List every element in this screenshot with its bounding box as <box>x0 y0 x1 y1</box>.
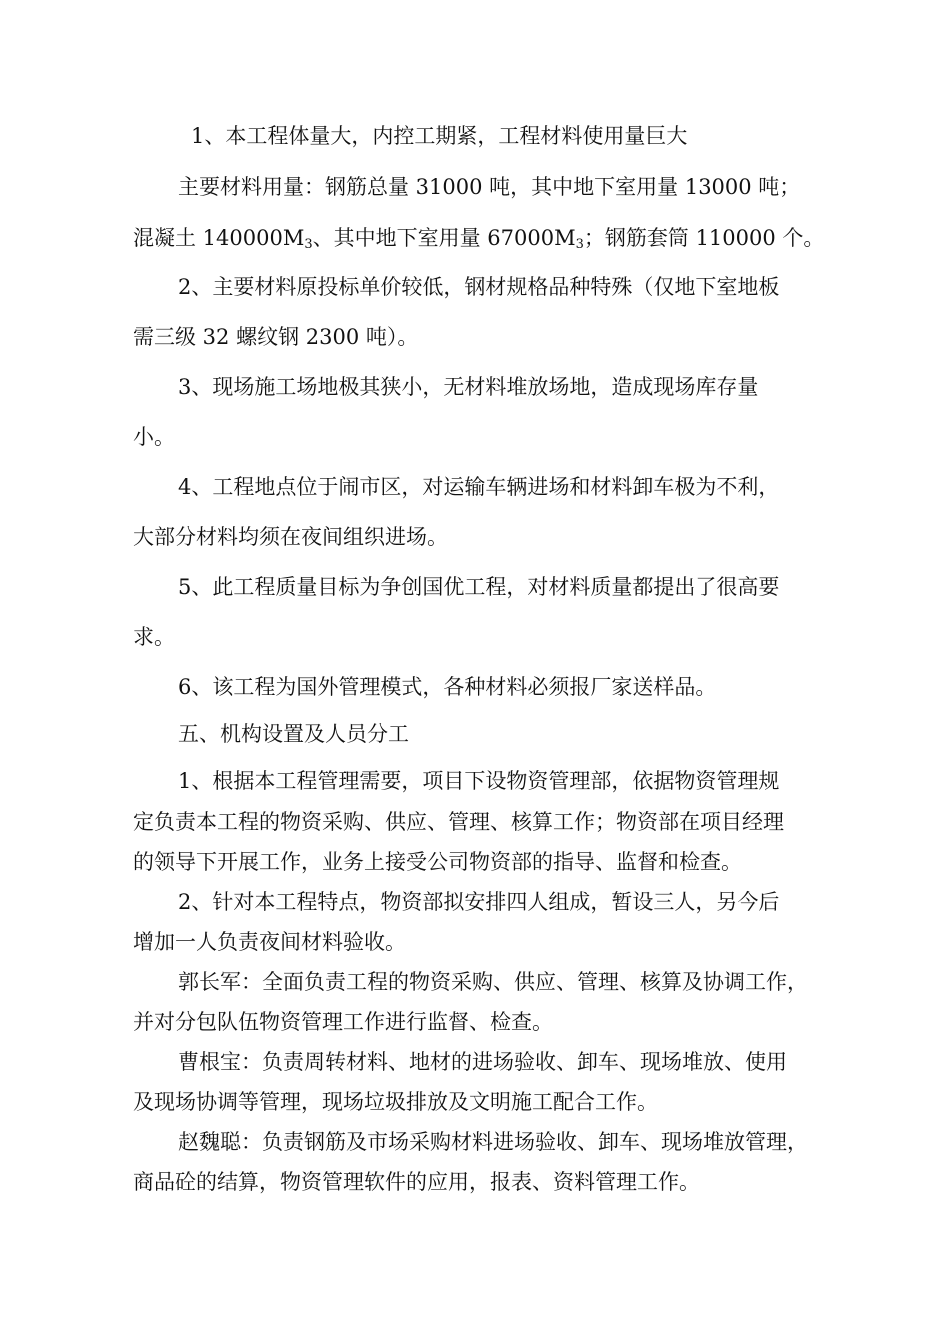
paragraph-line: 求。 <box>133 625 175 649</box>
paragraph-line: 大部分材料均须在夜间组织进场。 <box>133 525 448 549</box>
text-run: 混凝土 140000M <box>133 226 305 250</box>
paragraph-line: 1、本工程体量大，内控工期紧，工程材料使用量巨大 <box>191 124 688 148</box>
paragraph-line: 赵魏聪：负责钢筋及市场采购材料进场验收、卸车、现场堆放管理， <box>178 1130 808 1154</box>
paragraph-line: 6、该工程为国外管理模式，各种材料必须报厂家送样品。 <box>178 675 717 699</box>
paragraph-line: 4、工程地点位于闹市区，对运输车辆进场和材料卸车极为不利， <box>178 475 780 499</box>
paragraph-line: 并对分包队伍物资管理工作进行监督、检查。 <box>133 1010 553 1034</box>
paragraph-line: 商品砼的结算，物资管理软件的应用，报表、资料管理工作。 <box>133 1170 700 1194</box>
paragraph-line: 需三级 32 螺纹钢 2300 吨）。 <box>133 325 419 349</box>
paragraph-line: 1、根据本工程管理需要，项目下设物资管理部，依据物资管理规 <box>178 769 780 793</box>
paragraph-line: 定负责本工程的物资采购、供应、管理、核算工作；物资部在项目经理 <box>133 810 784 834</box>
paragraph-line: 主要材料用量：钢筋总量 31000 吨，其中地下室用量 13000 吨； <box>178 175 801 199</box>
paragraph-line: 小。 <box>133 425 175 449</box>
paragraph-line: 的领导下开展工作，业务上接受公司物资部的指导、监督和检查。 <box>133 850 742 874</box>
text-run: ；钢筋套筒 110000 个。 <box>583 226 825 250</box>
paragraph-line: 增加一人负责夜间材料验收。 <box>133 930 406 954</box>
paragraph-line: 曹根宝：负责周转材料、地材的进场验收、卸车、现场堆放、使用 <box>178 1050 787 1074</box>
subscript-text: 3 <box>304 237 313 252</box>
paragraph-line: 2、针对本工程特点，物资部拟安排四人组成，暂设三人，另今后 <box>178 890 780 914</box>
paragraph-line: 及现场协调等管理，现场垃圾排放及文明施工配合工作。 <box>133 1090 658 1114</box>
paragraph-line <box>133 224 824 259</box>
paragraph-line: 5、此工程质量目标为争创国优工程，对材料质量都提出了很高要 <box>178 575 780 599</box>
section-heading: 五、机构设置及人员分工 <box>178 722 409 746</box>
text-run: 、其中地下室用量 67000M <box>312 226 576 250</box>
subscript-text: 3 <box>575 237 584 252</box>
paragraph-line: 郭长军：全面负责工程的物资采购、供应、管理、核算及协调工作， <box>178 970 808 994</box>
paragraph-line: 2、主要材料原投标单价较低，钢材规格品种特殊（仅地下室地板 <box>178 275 780 299</box>
paragraph-line: 3、现场施工场地极其狭小，无材料堆放场地，造成现场库存量 <box>178 375 759 399</box>
